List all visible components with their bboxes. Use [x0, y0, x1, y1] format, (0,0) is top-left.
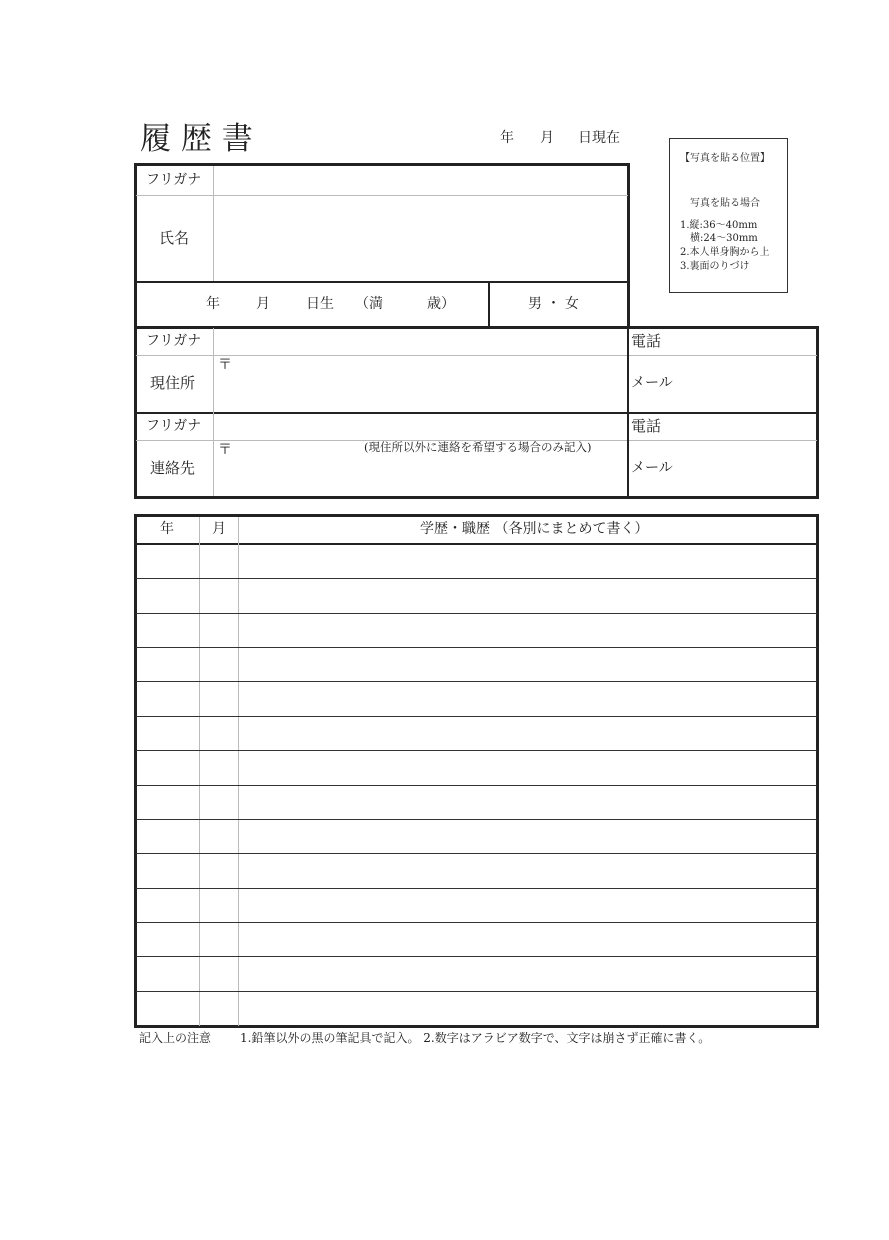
history-row[interactable]	[137, 889, 816, 923]
contact-phone-label: 電話	[631, 417, 662, 435]
address-field[interactable]	[214, 356, 626, 412]
row-divider	[136, 785, 817, 786]
photo-heading: 【写真を貼る位置】	[680, 153, 770, 164]
address-label: 現住所	[150, 374, 196, 392]
date-year-label: 年	[500, 130, 514, 146]
contact-furigana-field[interactable]	[214, 414, 626, 440]
contact-postal-mark: 〒	[218, 442, 232, 458]
name-field[interactable]	[214, 196, 626, 281]
date-month-label: 月	[540, 130, 554, 146]
address-phone-label: 電話	[631, 332, 662, 350]
row-divider	[136, 991, 817, 992]
address-postal-mark: 〒	[218, 357, 232, 373]
row-divider	[136, 956, 817, 957]
history-row[interactable]	[137, 820, 816, 854]
birth-day-label: 日生	[306, 296, 334, 312]
history-row[interactable]	[137, 648, 816, 682]
history-row[interactable]	[137, 682, 816, 716]
form-title: 履 歴 書	[140, 121, 253, 157]
row-divider	[136, 716, 817, 717]
history-row[interactable]	[137, 579, 816, 613]
row-divider	[136, 647, 817, 648]
photo-rule-2: 2.本人単身胸から上	[680, 247, 770, 258]
history-row[interactable]	[137, 957, 816, 991]
footer-label: 記入上の注意	[139, 1031, 212, 1045]
history-row[interactable]	[137, 854, 816, 888]
birth-year-label: 年	[206, 296, 220, 312]
row-divider	[136, 613, 817, 614]
row-divider	[136, 578, 817, 579]
name-furigana-field[interactable]	[214, 166, 626, 195]
photo-rule-3: 3.裏面のりづけ	[680, 261, 750, 272]
history-row[interactable]	[137, 923, 816, 957]
contact-field[interactable]	[214, 441, 626, 497]
furigana-label: フリガナ	[146, 172, 202, 188]
row-divider	[136, 922, 817, 923]
history-row[interactable]	[137, 992, 816, 1026]
history-header-month: 月	[212, 521, 226, 537]
photo-rule-1b: 横:24～30mm	[680, 233, 758, 244]
contact-furigana-label: フリガナ	[146, 418, 202, 434]
history-row[interactable]	[137, 786, 816, 820]
name-label: 氏名	[159, 229, 190, 247]
history-row[interactable]	[137, 717, 816, 751]
history-row[interactable]	[137, 751, 816, 785]
footer-note: 1.鉛筆以外の黒の筆記具で記入。 2.数字はアラビア数字で、文字は崩さず正確に書く。	[240, 1031, 711, 1045]
contact-note: (現住所以外に連絡を希望する場合のみ記入)	[364, 440, 592, 454]
address-furigana-field[interactable]	[214, 329, 626, 355]
history-row[interactable]	[137, 614, 816, 648]
age-close-label: 歳）	[427, 296, 455, 312]
photo-rule-1: 1.縦:36～40mm	[680, 220, 758, 231]
contact-mail-label: メール	[631, 460, 673, 476]
address-mail-label: メール	[631, 375, 673, 391]
photo-subheading: 写真を貼る場合	[690, 198, 760, 209]
row-divider	[136, 819, 817, 820]
birth-month-label: 月	[256, 296, 270, 312]
row-divider	[136, 750, 817, 751]
row-divider	[136, 888, 817, 889]
history-row[interactable]	[137, 545, 816, 579]
date-day-label: 日現在	[578, 130, 620, 146]
address-furigana-label: フリガナ	[146, 333, 202, 349]
contact-label: 連絡先	[150, 459, 196, 477]
gender-select[interactable]: 男 ・ 女	[528, 296, 579, 312]
row-divider	[136, 681, 817, 682]
age-open-label: （満	[355, 296, 383, 312]
history-header-detail: 学歴・職歴 （各別にまとめて書く）	[420, 521, 649, 537]
row-divider	[136, 853, 817, 854]
history-header-year: 年	[160, 521, 174, 537]
